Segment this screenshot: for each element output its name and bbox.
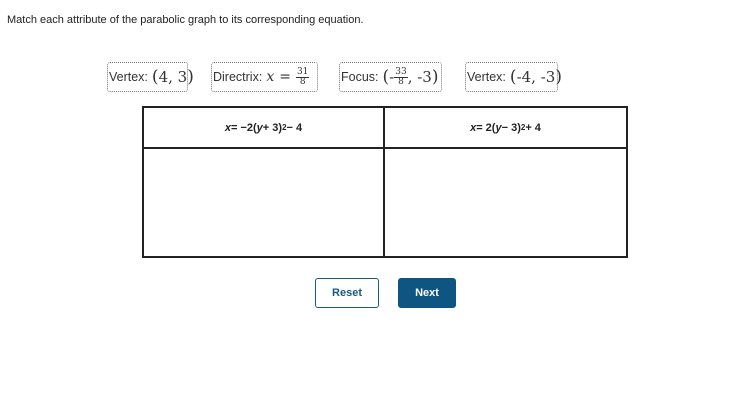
var-x: x <box>470 121 477 134</box>
eq-part: = −2( <box>230 121 257 134</box>
draggable-tile-vertex-neg4-neg3[interactable] <box>465 62 562 92</box>
tile-value: , -3 <box>407 68 432 86</box>
denominator: 8 <box>398 76 404 87</box>
column-header-equation-2 <box>385 108 626 149</box>
close-paren: ) <box>555 67 562 87</box>
drop-zone-equation-2[interactable] <box>385 149 626 256</box>
tile-label: Vertex: <box>467 70 506 84</box>
matching-table <box>142 106 628 258</box>
tile-value: 4, 3 <box>158 68 188 86</box>
open-paren: ( <box>509 67 517 87</box>
numerator: 33 <box>395 66 407 77</box>
eq-part: + 4 <box>525 121 541 134</box>
close-paren: ) <box>431 67 439 87</box>
draggable-tile-directrix[interactable] <box>211 62 318 92</box>
denominator: 8 <box>299 76 306 87</box>
open-paren: ( <box>382 67 390 87</box>
open-paren: ( <box>151 67 159 87</box>
minus-sign: - <box>389 68 395 86</box>
column-header-equation-1 <box>144 108 385 149</box>
fraction <box>296 68 309 87</box>
var-y: y <box>256 121 263 134</box>
close-paren: ) <box>187 67 194 87</box>
exponent: 2 <box>282 123 287 132</box>
eq-part: − 4 <box>286 121 303 134</box>
tile-label: Focus: <box>341 70 379 84</box>
next-button[interactable]: Next <box>398 278 456 308</box>
draggable-tile-focus[interactable] <box>339 62 442 92</box>
eq-part: − 3) <box>501 121 521 134</box>
instruction-text: Match each attribute of the parabolic graph to its corresponding equation. <box>7 14 364 26</box>
eq-part: + 3) <box>262 121 283 134</box>
var-x: x <box>224 121 231 134</box>
draggable-tile-vertex-4-3[interactable] <box>107 62 194 92</box>
reset-button[interactable]: Reset <box>315 278 379 308</box>
tile-label: Vertex: <box>109 70 148 84</box>
eq-part: = 2( <box>476 121 496 134</box>
equals-sign: = <box>279 69 291 85</box>
exponent: 2 <box>520 123 526 132</box>
numerator: 31 <box>296 66 309 77</box>
drop-zone-equation-1[interactable] <box>144 149 385 256</box>
var-y: y <box>495 121 502 134</box>
fraction <box>394 68 407 87</box>
tile-label: Directrix: <box>213 70 263 84</box>
math-variable: x <box>266 69 275 85</box>
tile-value: -4, -3 <box>516 68 556 86</box>
